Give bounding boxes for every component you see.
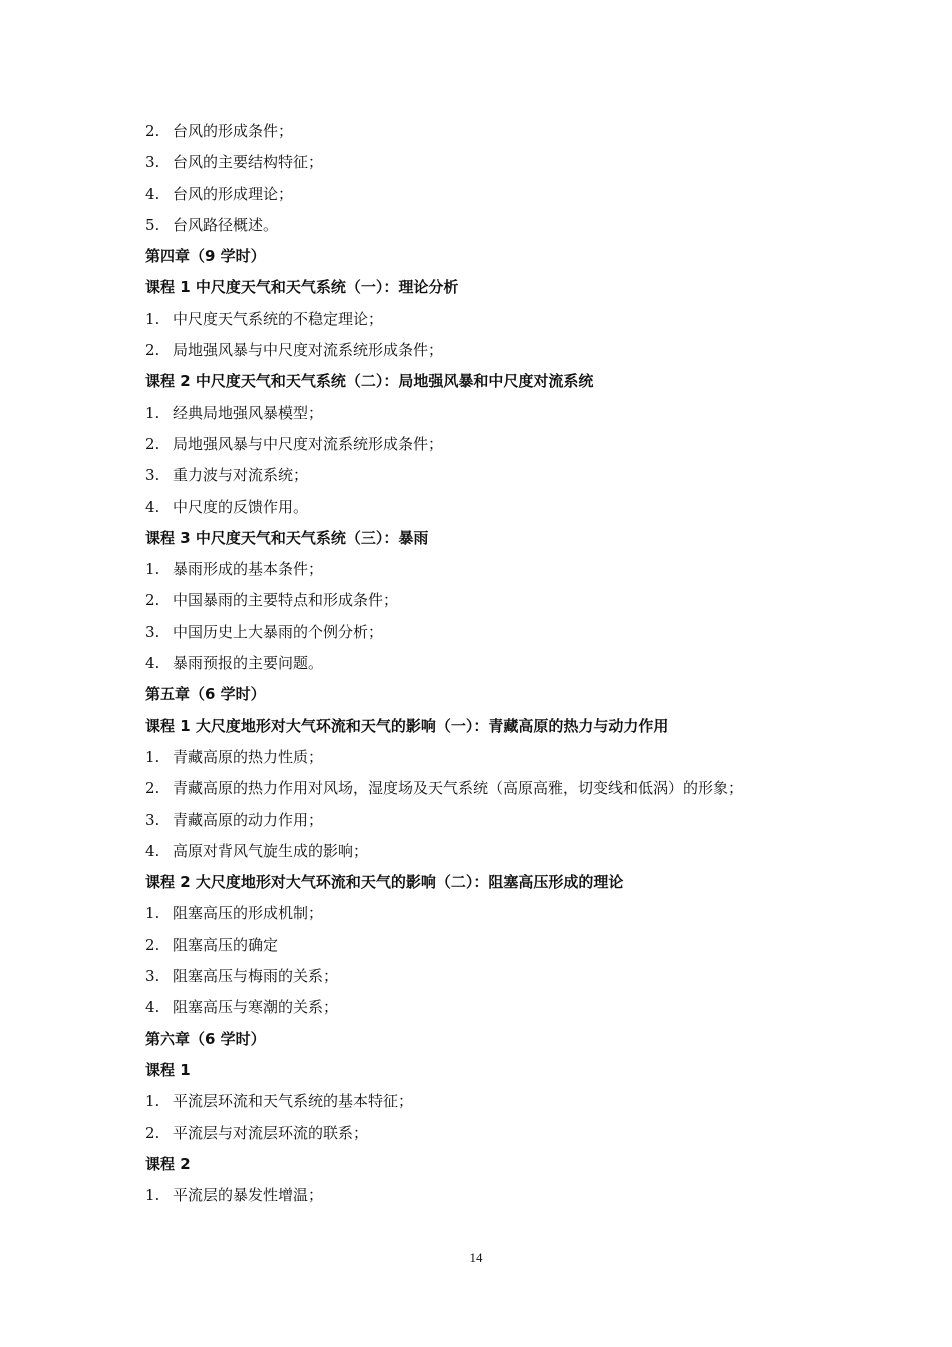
list-item-number: 5. xyxy=(145,215,160,234)
section-heading: 第五章（6 学时） xyxy=(145,685,266,704)
list-item xyxy=(145,460,825,491)
list-item-number: 2. xyxy=(145,935,160,954)
list-item-number: 4. xyxy=(145,998,160,1017)
list-item-text: 暴雨预报的主要问题。 xyxy=(173,654,324,673)
list-item xyxy=(145,335,825,366)
list-item-number: 4. xyxy=(145,841,160,860)
list-item-number: 3. xyxy=(145,810,160,829)
list-item-text: 中国暴雨的主要特点和形成条件； xyxy=(173,591,399,610)
list-item-number: 1. xyxy=(145,904,160,923)
section-heading: 课程 2 xyxy=(145,1154,191,1173)
list-item-number: 1. xyxy=(145,403,160,422)
list-item-text: 平流层的暴发性增温； xyxy=(173,1186,324,1205)
list-item-text: 青藏高原的动力作用； xyxy=(173,810,324,829)
list-item-text: 阻塞高压与梅雨的关系； xyxy=(173,967,339,986)
list-item-number: 3. xyxy=(145,153,160,172)
section-heading: 课程 2 大尺度地形对大气环流和天气的影响（二）：阻塞高压形成的理论 xyxy=(145,873,624,892)
list-item-number: 1. xyxy=(145,560,160,579)
list-item-number: 4. xyxy=(145,654,160,673)
list-item-text: 青藏高原的热力作用对风场，湿度场及天气系统（高原高雅，切变线和低涡）的形象； xyxy=(173,779,744,798)
list-item-text: 局地强风暴与中尺度对流系统形成条件； xyxy=(173,434,444,453)
list-item-text: 重力波与对流系统； xyxy=(173,466,309,485)
list-item xyxy=(145,898,825,929)
list-item-number: 2. xyxy=(145,779,160,798)
list-item-text: 中尺度的反馈作用。 xyxy=(173,497,309,516)
list-item xyxy=(145,429,825,460)
list-item-text: 台风的形成理论； xyxy=(173,184,294,203)
list-item xyxy=(145,805,825,836)
list-item-number: 4. xyxy=(145,497,160,516)
section-heading: 课程 1 中尺度天气和天气系统（一）：理论分析 xyxy=(145,278,459,297)
list-item xyxy=(145,930,825,961)
document-body xyxy=(145,116,825,1211)
list-item-number: 2. xyxy=(145,434,160,453)
list-item xyxy=(145,1086,825,1117)
section-heading: 第六章（6 学时） xyxy=(145,1029,266,1048)
list-item xyxy=(145,492,825,523)
list-item xyxy=(145,116,825,147)
section-heading: 课程 2 中尺度天气和天气系统（二）：局地强风暴和中尺度对流系统 xyxy=(145,372,594,391)
list-item-number: 2. xyxy=(145,122,160,140)
list-item xyxy=(145,1118,825,1149)
list-item xyxy=(145,554,825,585)
list-item xyxy=(145,961,825,992)
page-number: 14 xyxy=(469,1250,483,1265)
list-item-number: 1. xyxy=(145,747,160,766)
list-item xyxy=(145,147,825,178)
list-item xyxy=(145,742,825,773)
list-item-number: 4. xyxy=(145,184,160,203)
list-item xyxy=(145,304,825,335)
list-item-text: 青藏高原的热力性质； xyxy=(173,747,324,766)
list-item xyxy=(145,585,825,616)
list-item-number: 3. xyxy=(145,466,160,485)
list-item xyxy=(145,836,825,867)
section-heading: 课程 3 中尺度天气和天气系统（三）：暴雨 xyxy=(145,528,429,547)
section-heading: 课程 1 xyxy=(145,1060,191,1079)
list-item-number: 2. xyxy=(145,1123,160,1142)
list-item xyxy=(145,773,825,804)
list-item xyxy=(145,992,825,1023)
list-item-text: 台风路径概述。 xyxy=(173,215,279,234)
list-item-text: 阻塞高压的确定 xyxy=(173,935,279,954)
list-item-text: 中国历史上大暴雨的个例分析； xyxy=(173,622,384,641)
list-item-number: 2. xyxy=(145,341,160,360)
list-item-number: 1. xyxy=(145,1186,160,1205)
list-item-number: 3. xyxy=(145,967,160,986)
list-item xyxy=(145,398,825,429)
list-item-text: 台风的主要结构特征； xyxy=(173,153,324,172)
list-item-number: 1. xyxy=(145,309,160,328)
list-item-text: 高原对背风气旋生成的影响； xyxy=(173,841,369,860)
list-item-number: 2. xyxy=(145,591,160,610)
list-item xyxy=(145,1180,825,1211)
list-item-text: 阻塞高压与寒潮的关系； xyxy=(173,998,339,1017)
list-item-text: 平流层与对流层环流的联系； xyxy=(173,1123,369,1142)
list-item-text: 中尺度天气系统的不稳定理论； xyxy=(173,309,384,328)
list-item-text: 暴雨形成的基本条件； xyxy=(173,560,324,579)
list-item xyxy=(145,648,825,679)
list-item xyxy=(145,617,825,648)
section-heading: 课程 1 大尺度地形对大气环流和天气的影响（一）：青藏高原的热力与动力作用 xyxy=(145,716,669,735)
section-heading: 第四章（9 学时） xyxy=(145,247,266,266)
list-item-text: 经典局地强风暴模型； xyxy=(173,403,324,422)
list-item-text: 平流层环流和天气系统的基本特征； xyxy=(173,1092,414,1111)
list-item xyxy=(145,210,825,241)
list-item-text: 台风的形成条件； xyxy=(173,122,294,140)
list-item-number: 3. xyxy=(145,622,160,641)
list-item-text: 阻塞高压的形成机制； xyxy=(173,904,324,923)
list-item-number: 1. xyxy=(145,1092,160,1111)
list-item xyxy=(145,179,825,210)
list-item-text: 局地强风暴与中尺度对流系统形成条件； xyxy=(173,341,444,360)
